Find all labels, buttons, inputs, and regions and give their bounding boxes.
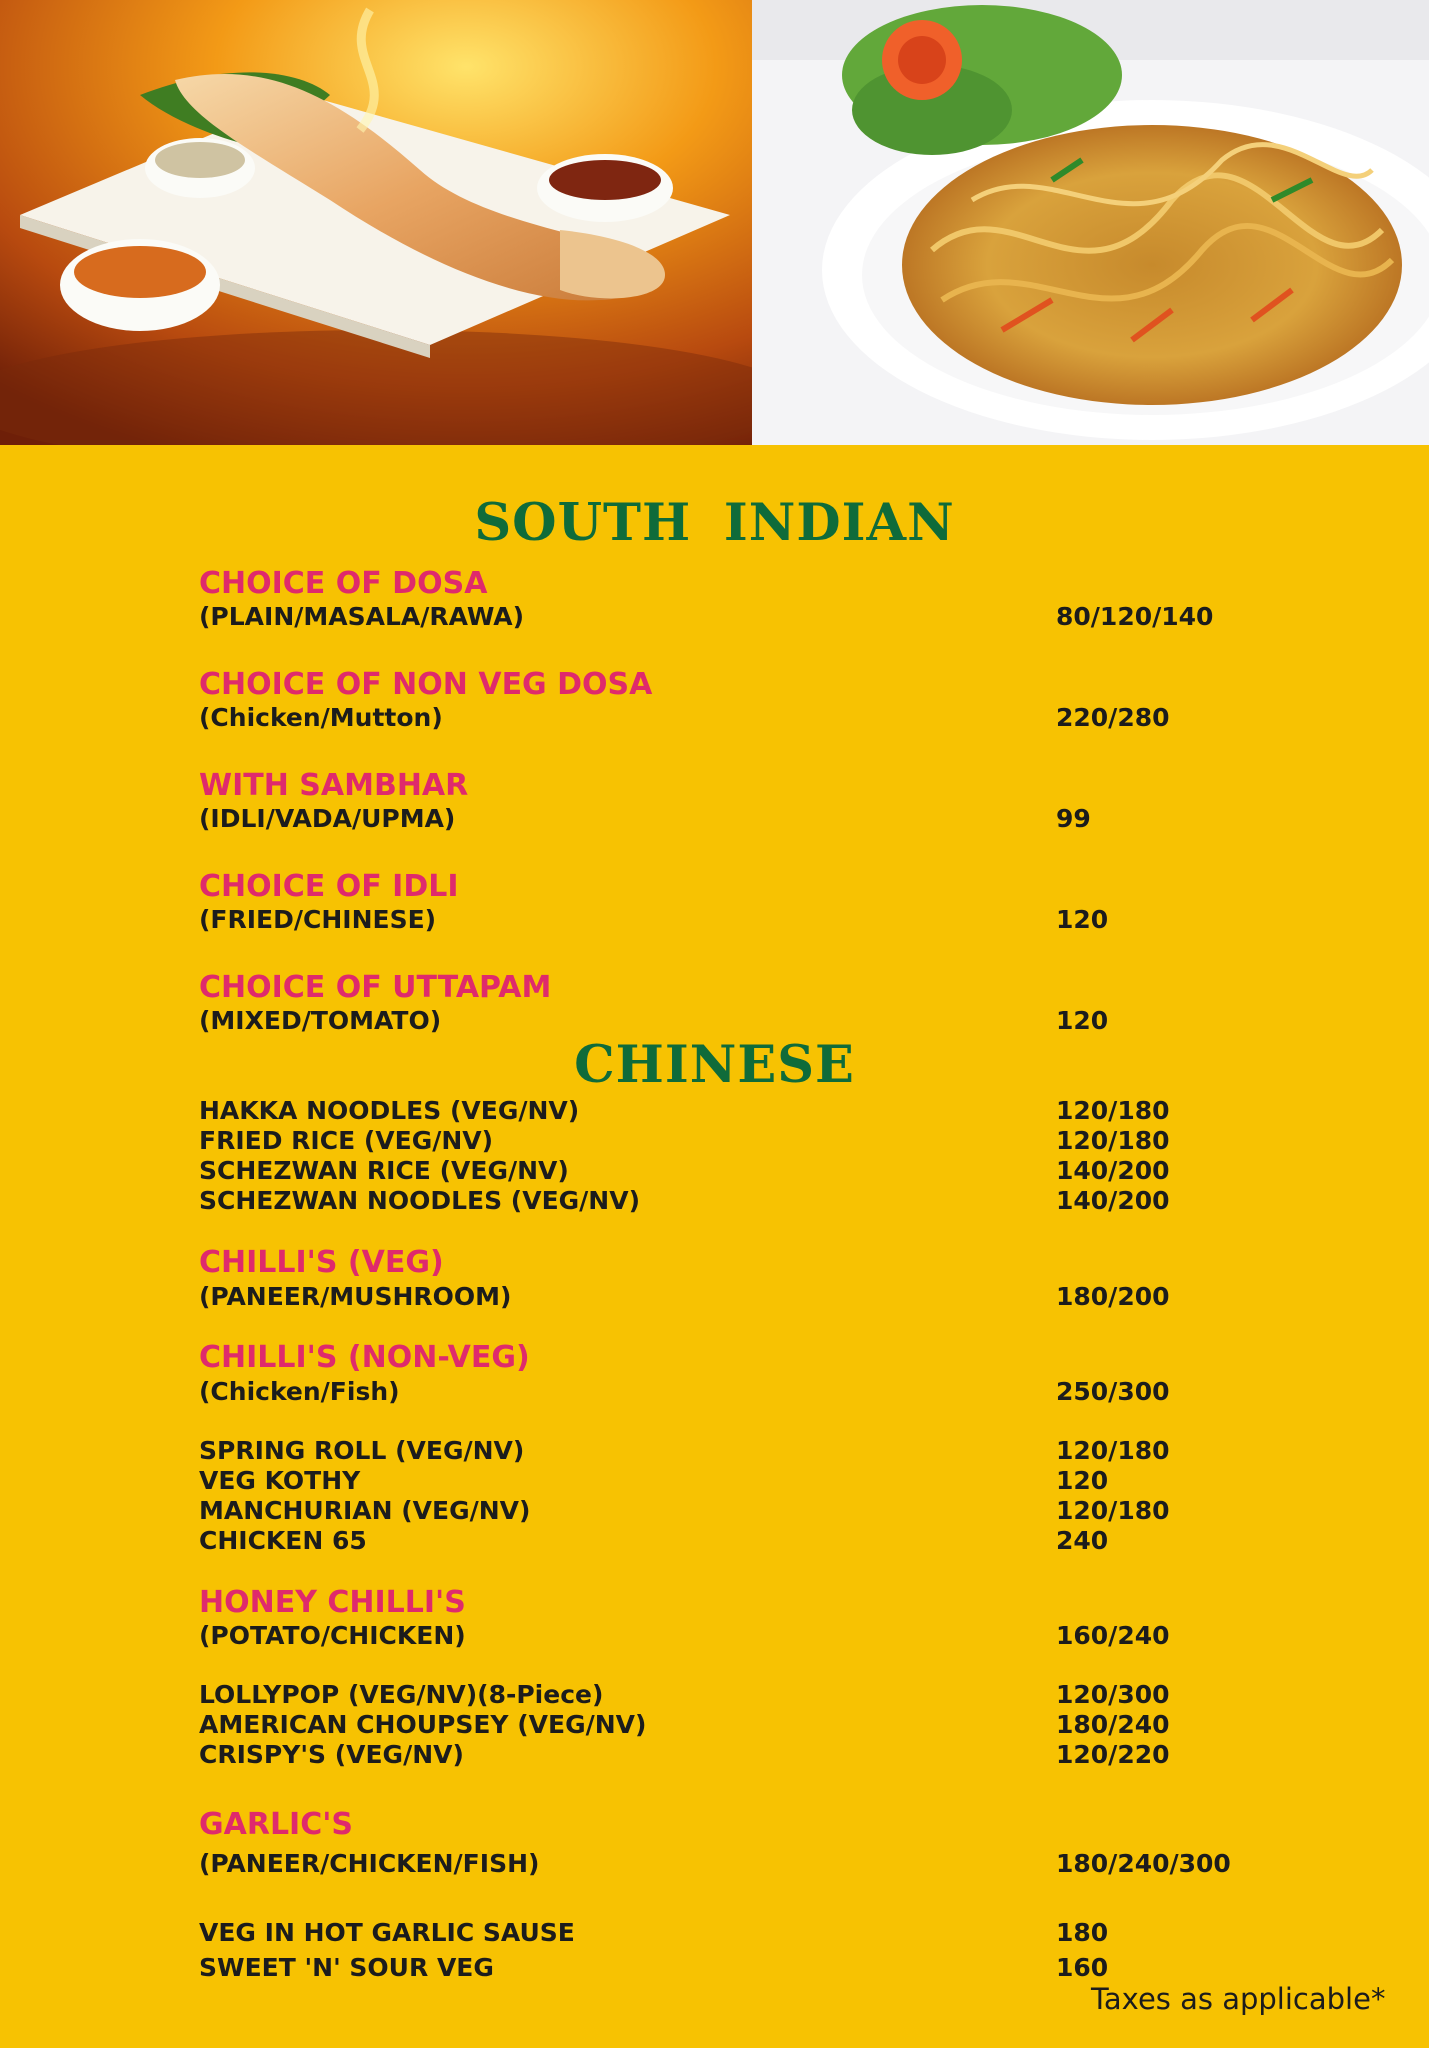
- price-american-choupsey: 180/240: [1056, 1710, 1170, 1739]
- price-idli: 120: [1056, 905, 1109, 934]
- price-uttapam: 120: [1056, 1006, 1109, 1035]
- price-schezwan-rice: 140/200: [1056, 1156, 1170, 1185]
- category-idli: CHOICE OF IDLI: [199, 869, 459, 904]
- item-idli: (FRIED/CHINESE): [199, 905, 437, 934]
- noodles-photo: [752, 0, 1429, 445]
- category-chilli-non-veg: CHILLI'S (NON-VEG): [199, 1340, 530, 1375]
- price-honey-chilli: 160/240: [1056, 1621, 1170, 1650]
- price-garlic: 180/240/300: [1056, 1849, 1231, 1878]
- item-schezwan-noodles: SCHEZWAN NOODLES (VEG/NV): [199, 1186, 641, 1215]
- item-garlic: (PANEER/CHICKEN/FISH): [199, 1849, 540, 1878]
- price-lollypop: 120/300: [1056, 1680, 1170, 1709]
- item-honey-chilli: (POTATO/CHICKEN): [199, 1621, 466, 1650]
- item-chilli-veg: (PANEER/MUSHROOM): [199, 1282, 512, 1311]
- category-sambhar: WITH SAMBHAR: [199, 768, 469, 803]
- taxes-note: Taxes as applicable*: [1091, 1982, 1386, 2016]
- price-veg-kothy: 120: [1056, 1466, 1109, 1495]
- category-chilli-veg: CHILLI'S (VEG): [199, 1245, 444, 1280]
- price-schezwan-noodles: 140/200: [1056, 1186, 1170, 1215]
- section-title-south-indian: SOUTH INDIAN: [474, 493, 955, 553]
- item-veg-hot-garlic: VEG IN HOT GARLIC SAUSE: [199, 1918, 575, 1947]
- item-spring-roll: SPRING ROLL (VEG/NV): [199, 1436, 525, 1465]
- category-garlic: GARLIC'S: [199, 1807, 354, 1842]
- section-title-chinese: CHINESE: [574, 1035, 855, 1095]
- price-veg-hot-garlic: 180: [1056, 1918, 1109, 1947]
- noodles-illustration: [752, 0, 1429, 445]
- price-sweet-sour-veg: 160: [1056, 1953, 1109, 1982]
- item-american-choupsey: AMERICAN CHOUPSEY (VEG/NV): [199, 1710, 647, 1739]
- item-fried-rice: FRIED RICE (VEG/NV): [199, 1126, 494, 1155]
- header-photos: [0, 0, 1429, 445]
- item-veg-kothy: VEG KOTHY: [199, 1466, 361, 1495]
- item-manchurian: MANCHURIAN (VEG/NV): [199, 1496, 531, 1525]
- item-lollypop: LOLLYPOP (VEG/NV)(8-Piece): [199, 1680, 604, 1709]
- item-schezwan-rice: SCHEZWAN RICE (VEG/NV): [199, 1156, 569, 1185]
- price-chicken-65: 240: [1056, 1526, 1109, 1555]
- category-uttapam: CHOICE OF UTTAPAM: [199, 970, 552, 1005]
- price-hakka-noodles: 120/180: [1056, 1096, 1170, 1125]
- price-fried-rice: 120/180: [1056, 1126, 1170, 1155]
- price-non-veg-dosa: 220/280: [1056, 703, 1170, 732]
- price-chilli-veg: 180/200: [1056, 1282, 1170, 1311]
- item-uttapam: (MIXED/TOMATO): [199, 1006, 442, 1035]
- item-crispys: CRISPY'S (VEG/NV): [199, 1740, 464, 1769]
- price-spring-roll: 120/180: [1056, 1436, 1170, 1465]
- item-hakka-noodles: HAKKA NOODLES (VEG/NV): [199, 1096, 580, 1125]
- price-dosa: 80/120/140: [1056, 602, 1214, 631]
- item-dosa: (PLAIN/MASALA/RAWA): [199, 602, 525, 631]
- price-sambhar: 99: [1056, 804, 1091, 833]
- item-non-veg-dosa: (Chicken/Mutton): [199, 703, 443, 732]
- item-sweet-sour-veg: SWEET 'N' SOUR VEG: [199, 1953, 494, 1982]
- item-sambhar: (IDLI/VADA/UPMA): [199, 804, 456, 833]
- item-chicken-65: CHICKEN 65: [199, 1526, 367, 1555]
- price-manchurian: 120/180: [1056, 1496, 1170, 1525]
- category-dosa: CHOICE OF DOSA: [199, 566, 488, 601]
- dosa-illustration: [0, 0, 752, 445]
- price-chilli-non-veg: 250/300: [1056, 1377, 1170, 1406]
- dosa-photo: [0, 0, 752, 445]
- category-honey-chilli: HONEY CHILLI'S: [199, 1585, 466, 1620]
- item-chilli-non-veg: (Chicken/Fish): [199, 1377, 400, 1406]
- category-non-veg-dosa: CHOICE OF NON VEG DOSA: [199, 667, 653, 702]
- price-crispys: 120/220: [1056, 1740, 1170, 1769]
